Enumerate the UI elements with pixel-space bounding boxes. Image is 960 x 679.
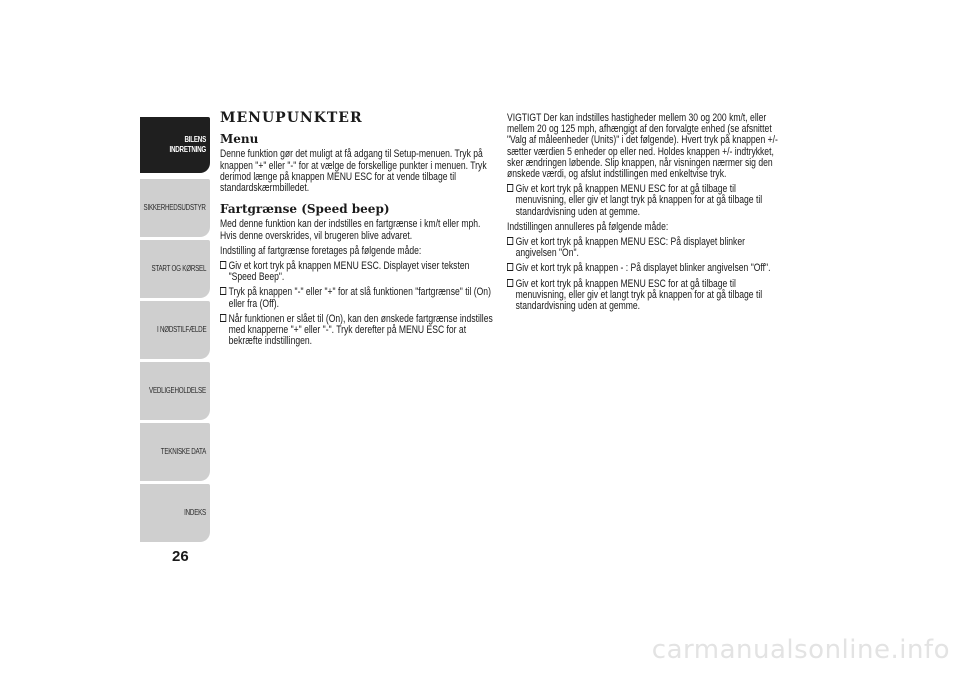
tab-start-og-korsel[interactable] xyxy=(140,240,210,298)
list-item: Giv et kort tryk på knappen MENU ESC for at gå tilbage til menuvisning, eller giv et langt tryk på knappen for at gå tilbage til standardvisning uden at gemme. xyxy=(507,279,787,313)
tab-label: START OG KØRSEL xyxy=(151,264,206,273)
page-number: 26 xyxy=(172,548,189,565)
menu-subheading: Menu xyxy=(220,132,259,147)
tab-indeks[interactable] xyxy=(140,484,210,542)
speed-paragraph: Med denne funktion kan der indstilles en fartgrænse i km/t eller mph. Hvis denne overskrides, vil brugeren blive advaret. xyxy=(220,218,481,242)
tab-label: INDEKS xyxy=(184,508,206,517)
checkbox-bullet-icon xyxy=(507,279,513,287)
menu-paragraph: Denne funktion gør det muligt at få adgang til Setup-menuen. Tryk på knappen "+" eller "-" for at vælge de forskellige punkter i menuen. Tryk derimod længe på knappen MENU ESC for at vende tilbage til standardskærmbilledet. xyxy=(220,148,487,195)
cancel-paragraph: Indstillingen annulleres på følgende måde: xyxy=(507,220,669,233)
right-column xyxy=(507,113,787,316)
section-heading: MENUPUNKTER xyxy=(220,110,363,126)
tab-label: I NØDSTILFÆLDE xyxy=(156,325,206,334)
list-item: Giv et kort tryk på knappen MENU ESC for at gå tilbage til menuvisning, eller giv et langt tryk på knappen for at gå tilbage til standardvisning uden at gemme. xyxy=(507,184,787,218)
checkbox-bullet-icon xyxy=(507,237,513,245)
right-body xyxy=(507,113,787,316)
left-body-2 xyxy=(220,219,495,351)
list-item: Tryk på knappen "-" eller "+" for at slå funktionen "fartgrænse" til (On) eller fra (Off). xyxy=(220,287,495,309)
checkbox-bullet-icon xyxy=(507,184,513,192)
setting-paragraph: Indstilling af fartgrænse foretages på følgende måde: xyxy=(220,244,422,257)
checkbox-bullet-icon xyxy=(220,314,226,322)
checkbox-bullet-icon xyxy=(220,261,226,269)
list-item: Når funktionen er slået til (On), kan den ønskede fartgrænse indstilles med knapperne "+" eller "-". Tryk derefter på MENU ESC for at bekræfte indstillingen. xyxy=(220,314,495,348)
left-body xyxy=(220,149,495,198)
important-paragraph: VIGTIGT Der kan indstilles hastigheder mellem 30 og 200 km/t, eller mellem 20 og 125 mph, afhængigt af den forvalgte enhed (se afsnittet "Valg af måleenheder (Units)" i det følgende). Hvert tryk på knappen +/- sætter værdien 5 enheder op eller ned. Holdes knappen +/- indtrykket, sker ændringen løbende. Slip knappen, når visningen nærmer sig den ønskede værdi, og afslut indstillingen med enkeltvise tryk. xyxy=(507,112,778,181)
list-item: Giv et kort tryk på knappen - : På displayet blinker angivelsen "Off". xyxy=(507,263,787,274)
list-item: Giv et kort tryk på knappen MENU ESC. Displayet viser teksten "Speed Beep". xyxy=(220,261,495,283)
tab-label: TEKNISKE DATA xyxy=(160,447,206,456)
list-item: Giv et kort tryk på knappen MENU ESC: På displayet blinker angivelsen "On". xyxy=(507,237,787,259)
tab-bilens-indretning[interactable] xyxy=(140,117,210,173)
checkbox-bullet-icon xyxy=(507,263,513,271)
tab-sikkerhedsudstyr[interactable] xyxy=(140,179,210,237)
tab-label: BILENS INDRETNING xyxy=(169,135,206,154)
tab-vedligeholdelse[interactable] xyxy=(140,362,210,420)
speed-subheading: Fartgrænse (Speed beep) xyxy=(220,202,390,217)
tab-label: SIKKERHEDSUDSTYR xyxy=(143,203,206,212)
chapter-tabs xyxy=(140,117,210,545)
tab-tekniske-data[interactable] xyxy=(140,423,210,481)
watermark: carmanualsonline.info xyxy=(651,635,950,665)
tab-label: VEDLIGEHOLDELSE xyxy=(149,386,206,395)
tab-i-nodstilfaelde[interactable] xyxy=(140,301,210,359)
left-column xyxy=(220,110,495,351)
checkbox-bullet-icon xyxy=(220,287,226,295)
